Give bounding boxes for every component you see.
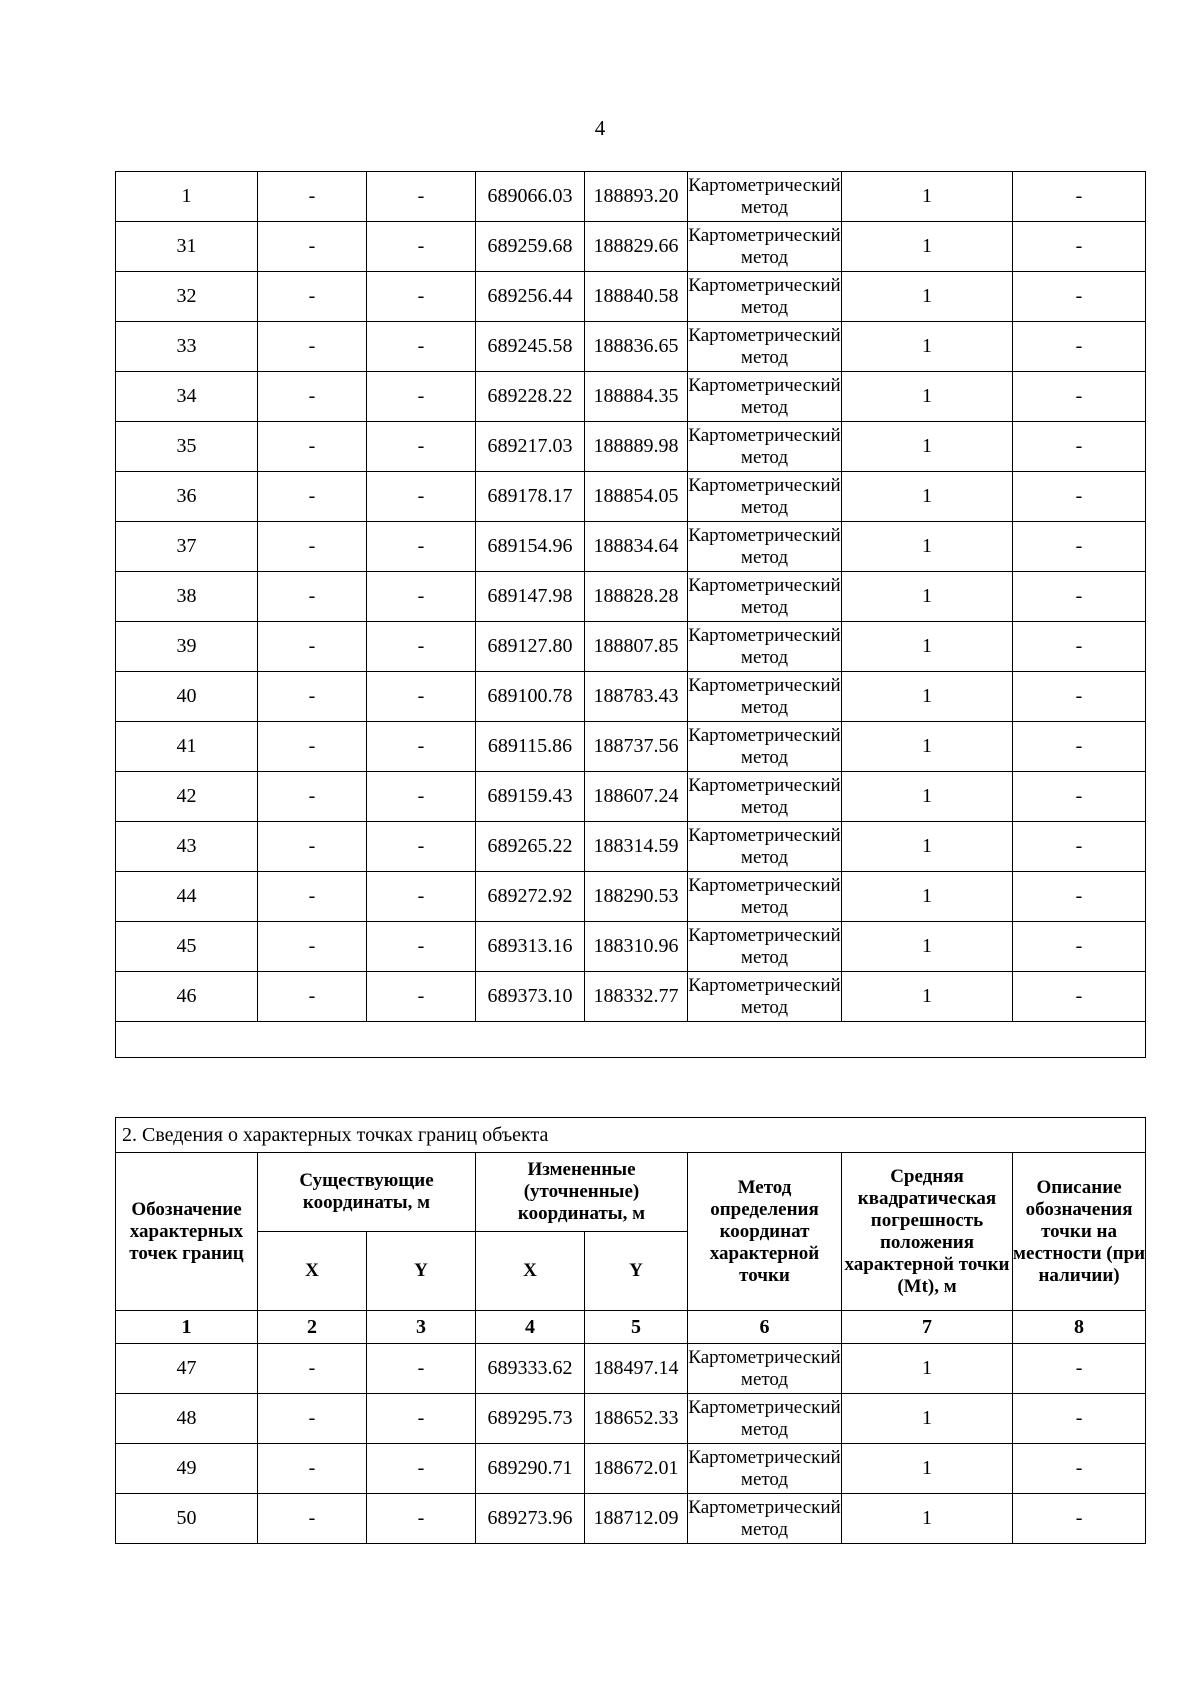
changed-y-cell: 188807.85 [585, 622, 688, 672]
table-row [116, 872, 1146, 922]
column-number: 4 [476, 1311, 585, 1344]
column-number: 7 [842, 1311, 1013, 1344]
method-cell: Картометрический метод [688, 572, 842, 622]
column-number: 5 [585, 1311, 688, 1344]
table-row [116, 772, 1146, 822]
changed-x-cell: 689245.58 [476, 322, 585, 372]
existing-x-cell: - [258, 322, 367, 372]
existing-y-cell: - [367, 772, 476, 822]
table-row [116, 422, 1146, 472]
description-cell: - [1013, 672, 1146, 722]
point-cell: 36 [116, 472, 258, 522]
existing-y-cell: - [367, 622, 476, 672]
changed-y-cell: 188889.98 [585, 422, 688, 472]
point-cell: 46 [116, 972, 258, 1022]
description-cell: - [1013, 772, 1146, 822]
changed-x-cell: 689373.10 [476, 972, 585, 1022]
point-cell: 48 [116, 1394, 258, 1444]
existing-x-cell: - [258, 472, 367, 522]
table-row [116, 1344, 1146, 1394]
changed-x-cell: 689259.68 [476, 222, 585, 272]
table-row [116, 222, 1146, 272]
boundary-points-table [115, 1117, 1146, 1544]
existing-y-cell: - [367, 1344, 476, 1394]
method-cell: Картометрический метод [688, 522, 842, 572]
changed-y-cell: 188829.66 [585, 222, 688, 272]
table-row [116, 1494, 1146, 1544]
page-number: 4 [594, 116, 606, 140]
description-cell: - [1013, 222, 1146, 272]
changed-x-cell: 689290.71 [476, 1444, 585, 1494]
table-row [116, 1394, 1146, 1444]
accuracy-cell: 1 [842, 822, 1013, 872]
existing-x-cell: - [258, 872, 367, 922]
changed-x-cell: 689273.96 [476, 1494, 585, 1544]
existing-x-cell: - [258, 822, 367, 872]
point-cell: 31 [116, 222, 258, 272]
table-row [116, 272, 1146, 322]
header-existing-y: Y [367, 1232, 476, 1311]
existing-y-cell: - [367, 1494, 476, 1544]
existing-x-cell: - [258, 422, 367, 472]
changed-y-cell: 188290.53 [585, 872, 688, 922]
point-cell: 34 [116, 372, 258, 422]
accuracy-cell: 1 [842, 922, 1013, 972]
point-cell: 47 [116, 1344, 258, 1394]
column-number: 6 [688, 1311, 842, 1344]
existing-x-cell: - [258, 572, 367, 622]
accuracy-cell: 1 [842, 322, 1013, 372]
method-cell: Картометрический метод [688, 472, 842, 522]
changed-x-cell: 689127.80 [476, 622, 585, 672]
header-description: Описание обозначения точки на местности (при наличии) [1013, 1153, 1146, 1311]
header-existing-x: X [258, 1232, 367, 1311]
existing-x-cell: - [258, 972, 367, 1022]
point-cell: 39 [116, 622, 258, 672]
description-cell: - [1013, 1494, 1146, 1544]
changed-y-cell: 188840.58 [585, 272, 688, 322]
accuracy-cell: 1 [842, 772, 1013, 822]
table-row [116, 322, 1146, 372]
header-changed-x: X [476, 1232, 585, 1311]
accuracy-cell: 1 [842, 622, 1013, 672]
method-cell: Картометрический метод [688, 822, 842, 872]
header-changed-coords: Измененные (уточненные) координаты, м [476, 1153, 688, 1232]
empty-row [116, 1022, 1146, 1058]
method-cell: Картометрический метод [688, 222, 842, 272]
existing-x-cell: - [258, 522, 367, 572]
changed-y-cell: 188607.24 [585, 772, 688, 822]
column-numbers-row [116, 1311, 1146, 1344]
existing-y-cell: - [367, 322, 476, 372]
changed-x-cell: 689313.16 [476, 922, 585, 972]
description-cell: - [1013, 422, 1146, 472]
description-cell: - [1013, 722, 1146, 772]
point-cell: 37 [116, 522, 258, 572]
point-cell: 45 [116, 922, 258, 972]
point-cell: 38 [116, 572, 258, 622]
table-row [116, 472, 1146, 522]
existing-x-cell: - [258, 722, 367, 772]
accuracy-cell: 1 [842, 522, 1013, 572]
accuracy-cell: 1 [842, 372, 1013, 422]
changed-x-cell: 689115.86 [476, 722, 585, 772]
method-cell: Картометрический метод [688, 722, 842, 772]
existing-y-cell: - [367, 872, 476, 922]
description-cell: - [1013, 822, 1146, 872]
table-row [116, 622, 1146, 672]
accuracy-cell: 1 [842, 1394, 1013, 1444]
description-cell: - [1013, 1394, 1146, 1444]
accuracy-cell: 1 [842, 222, 1013, 272]
changed-y-cell: 188672.01 [585, 1444, 688, 1494]
existing-x-cell: - [258, 922, 367, 972]
method-cell: Картометрический метод [688, 972, 842, 1022]
accuracy-cell: 1 [842, 1344, 1013, 1394]
point-cell: 1 [116, 172, 258, 222]
header-method: Метод определения координат характерной точки [688, 1153, 842, 1311]
changed-x-cell: 689178.17 [476, 472, 585, 522]
changed-y-cell: 188314.59 [585, 822, 688, 872]
method-cell: Картометрический метод [688, 322, 842, 372]
method-cell: Картометрический метод [688, 1444, 842, 1494]
changed-y-cell: 188836.65 [585, 322, 688, 372]
changed-x-cell: 689228.22 [476, 372, 585, 422]
changed-x-cell: 689100.78 [476, 672, 585, 722]
existing-y-cell: - [367, 722, 476, 772]
existing-y-cell: - [367, 822, 476, 872]
table-row [116, 172, 1146, 222]
description-cell: - [1013, 1344, 1146, 1394]
changed-y-cell: 188712.09 [585, 1494, 688, 1544]
changed-x-cell: 689147.98 [476, 572, 585, 622]
changed-y-cell: 188310.96 [585, 922, 688, 972]
point-cell: 42 [116, 772, 258, 822]
table-row [116, 372, 1146, 422]
accuracy-cell: 1 [842, 872, 1013, 922]
description-cell: - [1013, 272, 1146, 322]
accuracy-cell: 1 [842, 1444, 1013, 1494]
changed-x-cell: 689256.44 [476, 272, 585, 322]
table-row [116, 1444, 1146, 1494]
table-row [116, 722, 1146, 772]
description-cell: - [1013, 322, 1146, 372]
existing-y-cell: - [367, 1444, 476, 1494]
method-cell: Картометрический метод [688, 1344, 842, 1394]
point-cell: 49 [116, 1444, 258, 1494]
accuracy-cell: 1 [842, 172, 1013, 222]
existing-y-cell: - [367, 222, 476, 272]
method-cell: Картометрический метод [688, 1494, 842, 1544]
existing-y-cell: - [367, 372, 476, 422]
point-cell: 40 [116, 672, 258, 722]
description-cell: - [1013, 472, 1146, 522]
changed-x-cell: 689154.96 [476, 522, 585, 572]
column-number: 3 [367, 1311, 476, 1344]
changed-y-cell: 188332.77 [585, 972, 688, 1022]
existing-x-cell: - [258, 1494, 367, 1544]
description-cell: - [1013, 972, 1146, 1022]
existing-y-cell: - [367, 422, 476, 472]
accuracy-cell: 1 [842, 1494, 1013, 1544]
existing-x-cell: - [258, 772, 367, 822]
table-row [116, 572, 1146, 622]
existing-x-cell: - [258, 222, 367, 272]
accuracy-cell: 1 [842, 722, 1013, 772]
existing-x-cell: - [258, 272, 367, 322]
table-row [116, 522, 1146, 572]
point-cell: 43 [116, 822, 258, 872]
existing-y-cell: - [367, 272, 476, 322]
point-cell: 50 [116, 1494, 258, 1544]
accuracy-cell: 1 [842, 422, 1013, 472]
accuracy-cell: 1 [842, 672, 1013, 722]
table-row [116, 922, 1146, 972]
changed-y-cell: 188884.35 [585, 372, 688, 422]
header-point-designation: Обозначение характерных точек границ [116, 1153, 258, 1311]
existing-y-cell: - [367, 972, 476, 1022]
changed-x-cell: 689295.73 [476, 1394, 585, 1444]
existing-x-cell: - [258, 1444, 367, 1494]
method-cell: Картометрический метод [688, 672, 842, 722]
column-number: 8 [1013, 1311, 1146, 1344]
empty-cell [116, 1022, 1146, 1058]
existing-y-cell: - [367, 472, 476, 522]
method-cell: Картометрический метод [688, 772, 842, 822]
changed-y-cell: 188737.56 [585, 722, 688, 772]
description-cell: - [1013, 522, 1146, 572]
existing-x-cell: - [258, 1344, 367, 1394]
accuracy-cell: 1 [842, 272, 1013, 322]
method-cell: Картометрический метод [688, 172, 842, 222]
existing-y-cell: - [367, 1394, 476, 1444]
description-cell: - [1013, 1444, 1146, 1494]
changed-y-cell: 188497.14 [585, 1344, 688, 1394]
existing-x-cell: - [258, 372, 367, 422]
description-cell: - [1013, 872, 1146, 922]
column-number: 2 [258, 1311, 367, 1344]
table-row [116, 822, 1146, 872]
description-cell: - [1013, 922, 1146, 972]
changed-y-cell: 188652.33 [585, 1394, 688, 1444]
description-cell: - [1013, 372, 1146, 422]
header-accuracy: Средняя квадратическая погрешность положения характерной точки (Mt), м [842, 1153, 1013, 1311]
changed-x-cell: 689333.62 [476, 1344, 585, 1394]
header-existing-coords: Существующие координаты, м [258, 1153, 476, 1232]
existing-y-cell: - [367, 672, 476, 722]
header-changed-y: Y [585, 1232, 688, 1311]
method-cell: Картометрический метод [688, 622, 842, 672]
existing-y-cell: - [367, 522, 476, 572]
table-row [116, 672, 1146, 722]
table-row [116, 972, 1146, 1022]
column-number: 1 [116, 1311, 258, 1344]
changed-y-cell: 188783.43 [585, 672, 688, 722]
accuracy-cell: 1 [842, 572, 1013, 622]
description-cell: - [1013, 572, 1146, 622]
method-cell: Картометрический метод [688, 272, 842, 322]
existing-y-cell: - [367, 172, 476, 222]
changed-y-cell: 188828.28 [585, 572, 688, 622]
method-cell: Картометрический метод [688, 872, 842, 922]
existing-x-cell: - [258, 622, 367, 672]
existing-x-cell: - [258, 1394, 367, 1444]
description-cell: - [1013, 622, 1146, 672]
method-cell: Картометрический метод [688, 372, 842, 422]
point-cell: 32 [116, 272, 258, 322]
changed-x-cell: 689272.92 [476, 872, 585, 922]
point-cell: 41 [116, 722, 258, 772]
method-cell: Картометрический метод [688, 922, 842, 972]
accuracy-cell: 1 [842, 972, 1013, 1022]
point-cell: 33 [116, 322, 258, 372]
changed-y-cell: 188854.05 [585, 472, 688, 522]
existing-x-cell: - [258, 172, 367, 222]
description-cell: - [1013, 172, 1146, 222]
changed-y-cell: 188834.64 [585, 522, 688, 572]
changed-x-cell: 689265.22 [476, 822, 585, 872]
method-cell: Картометрический метод [688, 422, 842, 472]
changed-x-cell: 689159.43 [476, 772, 585, 822]
point-cell: 35 [116, 422, 258, 472]
existing-y-cell: - [367, 572, 476, 622]
changed-y-cell: 188893.20 [585, 172, 688, 222]
point-cell: 44 [116, 872, 258, 922]
existing-x-cell: - [258, 672, 367, 722]
changed-x-cell: 689217.03 [476, 422, 585, 472]
coordinates-table-continued [115, 171, 1146, 1058]
existing-y-cell: - [367, 922, 476, 972]
changed-x-cell: 689066.03 [476, 172, 585, 222]
accuracy-cell: 1 [842, 472, 1013, 522]
method-cell: Картометрический метод [688, 1394, 842, 1444]
section-title: 2. Сведения о характерных точках границ объекта [116, 1118, 1146, 1153]
